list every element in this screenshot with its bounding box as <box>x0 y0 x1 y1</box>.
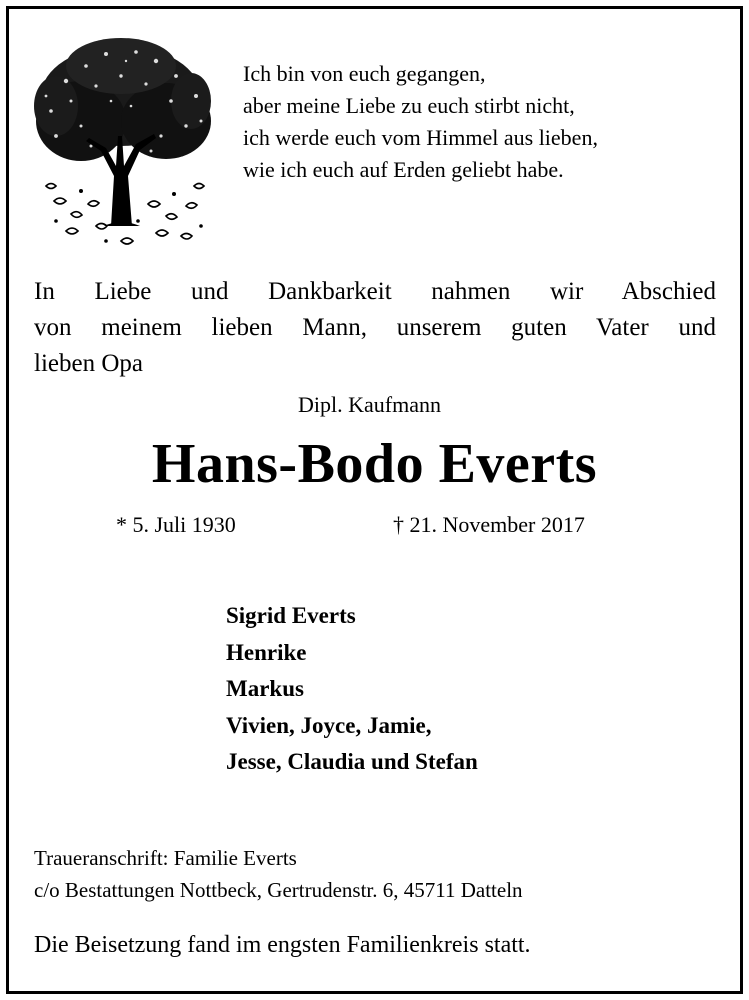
intro-text <box>34 274 716 382</box>
intro-line: In Liebe und Dankbarkeit nahmen wir Abschied <box>34 278 716 305</box>
funeral-note: Die Beisetzung fand im engsten Familienkreis statt. <box>34 932 531 958</box>
address-line: c/o Bestattungen Nottbeck, Gertrudenstr. 6, 45711 Datteln <box>34 878 523 902</box>
poem-line: wie ich euch auf Erden geliebt habe. <box>243 157 564 182</box>
family-line: Jesse, Claudia und Stefan <box>226 749 478 774</box>
death-date: † 21. November 2017 <box>393 512 585 537</box>
deceased-name: Hans-Bodo Everts <box>151 433 598 495</box>
deceased-title: Dipl. Kaufmann <box>298 392 441 417</box>
poem-line: aber meine Liebe zu euch stirbt nicht, <box>243 93 575 118</box>
poem <box>243 58 598 186</box>
family-line: Markus <box>226 676 304 701</box>
family-line: Sigrid Everts <box>226 603 356 628</box>
tree-icon <box>26 26 216 256</box>
family-list <box>226 598 478 781</box>
intro-line: lieben Opa <box>34 350 143 377</box>
poem-line: Ich bin von euch gegangen, <box>243 61 486 86</box>
address-line: Traueranschrift: Familie Everts <box>34 846 297 870</box>
intro-line: von meinem lieben Mann, unserem guten Vater und <box>34 314 716 341</box>
family-line: Vivien, Joyce, Jamie, <box>226 712 432 738</box>
poem-line: ich werde euch vom Himmel aus lieben, <box>243 125 598 150</box>
mourning-address <box>34 842 523 906</box>
birth-date: * 5. Juli 1930 <box>116 512 236 537</box>
family-line: Henrike <box>226 639 307 665</box>
